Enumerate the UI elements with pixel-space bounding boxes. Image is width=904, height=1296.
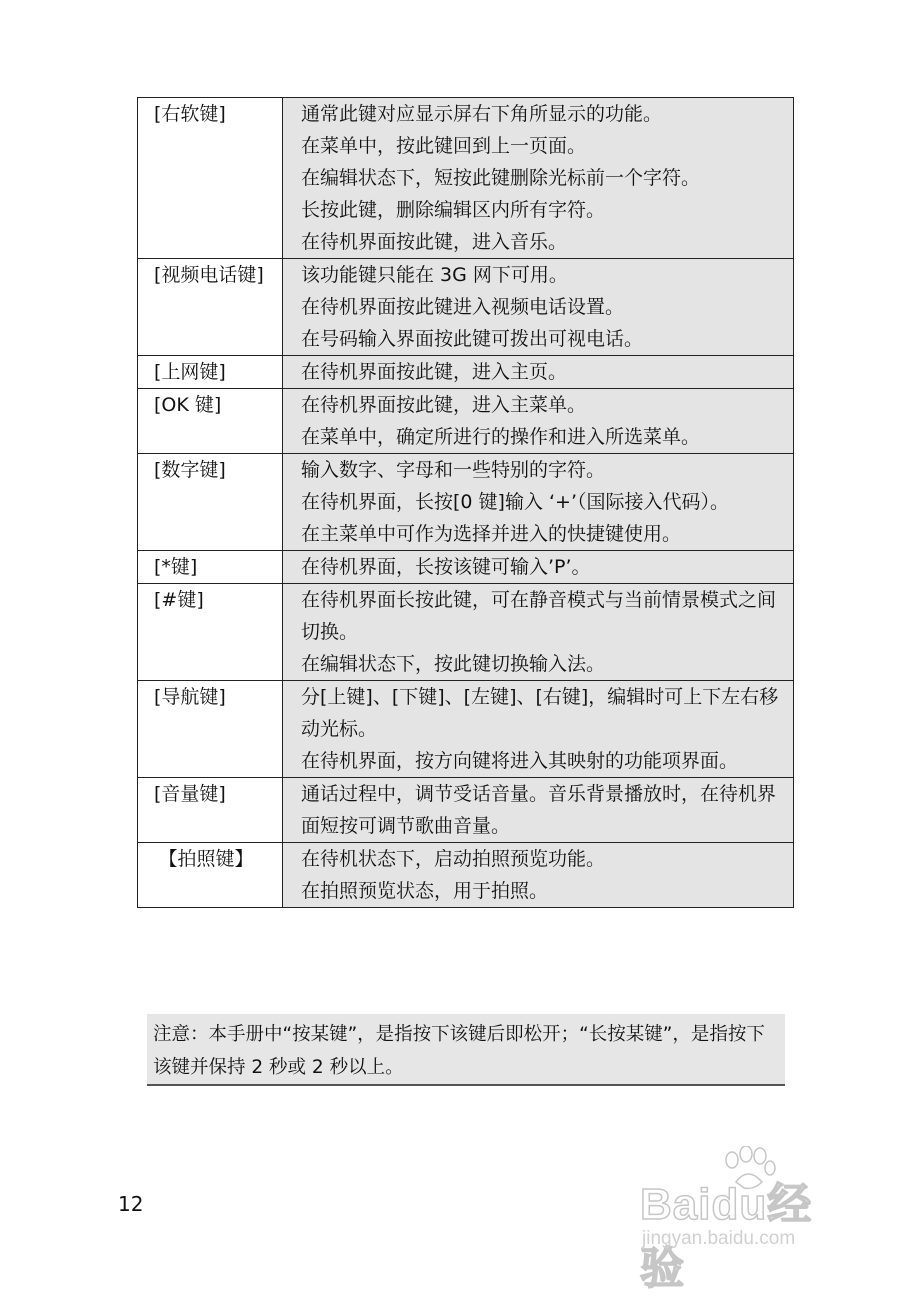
key-description-cell <box>283 681 794 778</box>
table-row <box>138 681 794 778</box>
table-row <box>138 584 794 681</box>
description-line: 输入数字、字母和一些特别的字符。 <box>301 459 606 481</box>
description-line: 在菜单中，按此键回到上一页面。 <box>301 135 587 157</box>
key-description-cell <box>283 454 794 551</box>
description-line: 在待机界面，长按[0 键]输入 ‘+’（国际接入代码）。 <box>301 491 729 513</box>
table-row <box>138 551 794 584</box>
description-line: 在待机界面，长按该键可输入’P’。 <box>301 556 591 578</box>
table-row <box>138 454 794 551</box>
description-line: 在拍照预览状态，用于拍照。 <box>301 880 549 902</box>
key-name-cell: [#键] <box>138 584 283 681</box>
description-line: 在菜单中，确定所进行的操作和进入所选菜单。 <box>301 426 701 448</box>
watermark-brand: Baidu经验 <box>640 1180 813 1293</box>
key-name-cell: [上网键] <box>138 356 283 389</box>
page-number: 12 <box>118 1192 144 1216</box>
description-line: 该功能键只能在 3G 网下可用。 <box>301 264 568 286</box>
key-name-cell: [*键] <box>138 551 283 584</box>
description-line: 通常此键对应显示屏右下角所显示的功能。 <box>301 103 663 125</box>
description-line: 在待机界面按此键，进入主菜单。 <box>301 394 587 416</box>
description-line: 在待机状态下，启动拍照预览功能。 <box>301 848 606 870</box>
table-row <box>138 259 794 356</box>
description-line: 在编辑状态下，短按此键删除光标前一个字符。 <box>301 167 701 189</box>
description-line: 在待机界面，按方向键将进入其映射的功能项界面。 <box>301 750 739 772</box>
usage-note: 注意：本手册中“按某键”，是指按下该键后即松开；“长按某键”，是指按下该键并保持 2 秒或 2 秒以上。 <box>147 1014 785 1086</box>
key-description-cell <box>283 843 794 908</box>
key-name-cell: [数字键] <box>138 454 283 551</box>
key-description-cell <box>283 778 794 843</box>
watermark-url: jingyan.baidu.com <box>642 1228 796 1249</box>
table-row <box>138 778 794 843</box>
description-line: 分[上键]、[下键]、[左键]、[右键]，编辑时可上下左右移动光标。 <box>301 686 779 740</box>
key-name-cell: [音量键] <box>138 778 283 843</box>
description-line: 在编辑状态下，按此键切换输入法。 <box>301 653 606 675</box>
description-line: 长按此键，删除编辑区内所有字符。 <box>301 199 606 221</box>
description-line: 在号码输入界面按此键可拨出可视电话。 <box>301 328 644 350</box>
key-name-cell: 【拍照键】 <box>138 843 283 908</box>
table-row <box>138 98 794 259</box>
key-name-cell: [右软键] <box>138 98 283 259</box>
key-name-cell: [视频电话键] <box>138 259 283 356</box>
key-name-cell: [导航键] <box>138 681 283 778</box>
table-row <box>138 356 794 389</box>
table-row <box>138 389 794 454</box>
key-description-cell <box>283 356 794 389</box>
description-line: 在待机界面按此键，进入主页。 <box>301 361 568 383</box>
description-line: 在待机界面长按此键，可在静音模式与当前情景模式之间切换。 <box>301 589 777 643</box>
key-name-cell: [OK 键] <box>138 389 283 454</box>
description-line: 在待机界面按此键，进入音乐。 <box>301 231 568 253</box>
description-line: 在待机界面按此键进入视频电话设置。 <box>301 296 625 318</box>
key-description-cell <box>283 389 794 454</box>
key-function-table <box>137 97 794 908</box>
table-row <box>138 843 794 908</box>
key-description-cell <box>283 551 794 584</box>
baidu-watermark <box>640 1140 840 1293</box>
key-description-cell <box>283 98 794 259</box>
key-description-cell <box>283 584 794 681</box>
key-description-cell <box>283 259 794 356</box>
description-line: 通话过程中，调节受话音量。音乐背景播放时，在待机界面短按可调节歌曲音量。 <box>301 783 777 837</box>
description-line: 在主菜单中可作为选择并进入的快捷键使用。 <box>301 523 682 545</box>
